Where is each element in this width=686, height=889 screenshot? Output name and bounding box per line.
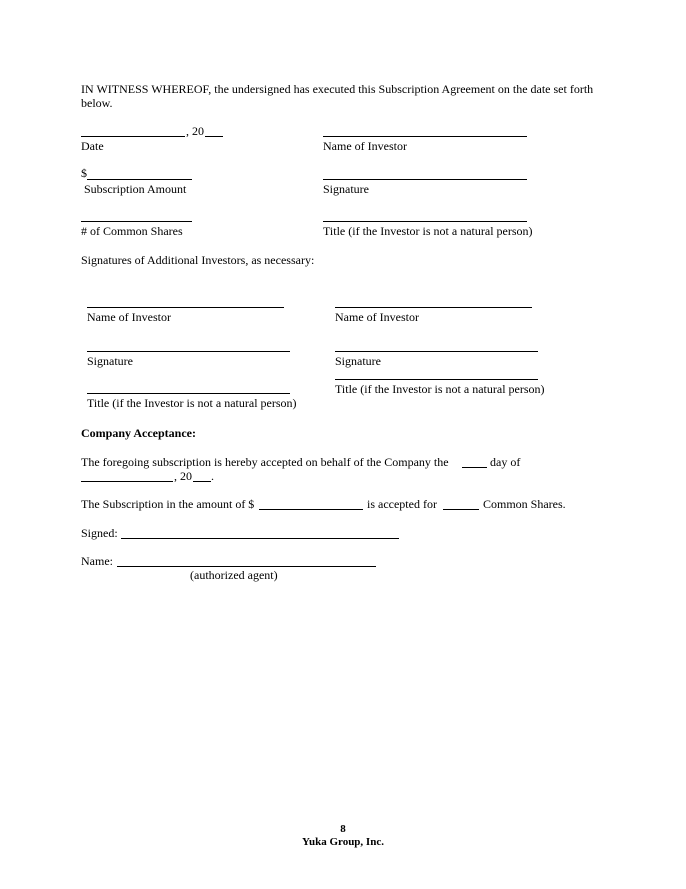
dollar-sign: $ [81, 166, 87, 180]
acceptance-accepted-for: is accepted for [367, 497, 437, 511]
date-label: Date [81, 139, 104, 153]
date-year-line[interactable] [205, 136, 223, 137]
signed-label: Signed: [81, 526, 118, 540]
subscription-amount-label: Subscription Amount [84, 182, 187, 196]
witness-paragraph: IN WITNESS WHEREOF, the undersigned has executed this Subscription Agreement on the date set forth below. [81, 82, 594, 110]
common-shares-label: # of Common Shares [81, 224, 183, 238]
additional-right-signature-line[interactable] [335, 351, 538, 352]
common-shares-line[interactable] [81, 221, 192, 222]
additional-right-name-label: Name of Investor [335, 310, 419, 324]
additional-left-signature-line[interactable] [87, 351, 290, 352]
additional-left-signature-label: Signature [87, 354, 133, 368]
date-signature-line[interactable] [81, 136, 185, 137]
investor-signature-label: Signature [323, 182, 369, 196]
additional-left-title-label: Title (if the Investor is not a natural person) [87, 396, 297, 410]
subscription-amount-line[interactable] [87, 179, 192, 180]
additional-left-name-line[interactable] [87, 307, 284, 308]
acceptance-period: . [211, 469, 214, 483]
additional-right-name-line[interactable] [335, 307, 532, 308]
additional-investors-heading: Signatures of Additional Investors, as necessary: [81, 253, 315, 267]
signed-line[interactable] [121, 538, 399, 539]
acceptance-year-line[interactable] [193, 481, 211, 482]
investor-name-line[interactable] [323, 136, 527, 137]
additional-left-name-label: Name of Investor [87, 310, 171, 324]
acceptance-amount-line[interactable] [259, 509, 363, 510]
acceptance-month-line[interactable] [81, 481, 173, 482]
page-number: 8 [340, 823, 346, 835]
acceptance-shares-line[interactable] [443, 509, 479, 510]
additional-left-title-line[interactable] [87, 393, 290, 394]
name-label: Name: [81, 554, 113, 568]
additional-right-title-line[interactable] [335, 379, 538, 380]
footer-company-name: Yuka Group, Inc. [302, 836, 384, 848]
investor-title-label: Title (if the Investor is not a natural person) [323, 224, 533, 238]
acceptance-day-of: day of [490, 455, 521, 469]
date-year-prefix: , 20 [186, 124, 204, 138]
investor-title-line[interactable] [323, 221, 527, 222]
name-line[interactable] [117, 566, 376, 567]
investor-signature-line[interactable] [323, 179, 527, 180]
company-acceptance-heading: Company Acceptance: [81, 426, 196, 440]
acceptance-day-line[interactable] [462, 467, 487, 468]
additional-right-signature-label: Signature [335, 354, 381, 368]
investor-name-label: Name of Investor [323, 139, 407, 153]
acceptance-line1-text: The foregoing subscription is hereby accepted on behalf of the Company the [81, 455, 449, 469]
authorized-agent-label: (authorized agent) [190, 568, 278, 582]
additional-right-title-label: Title (if the Investor is not a natural person) [335, 382, 545, 396]
acceptance-amount-prefix: The Subscription in the amount of $ [81, 497, 255, 511]
acceptance-year-prefix: , 20 [174, 469, 192, 483]
acceptance-common-shares: Common Shares. [483, 497, 566, 511]
